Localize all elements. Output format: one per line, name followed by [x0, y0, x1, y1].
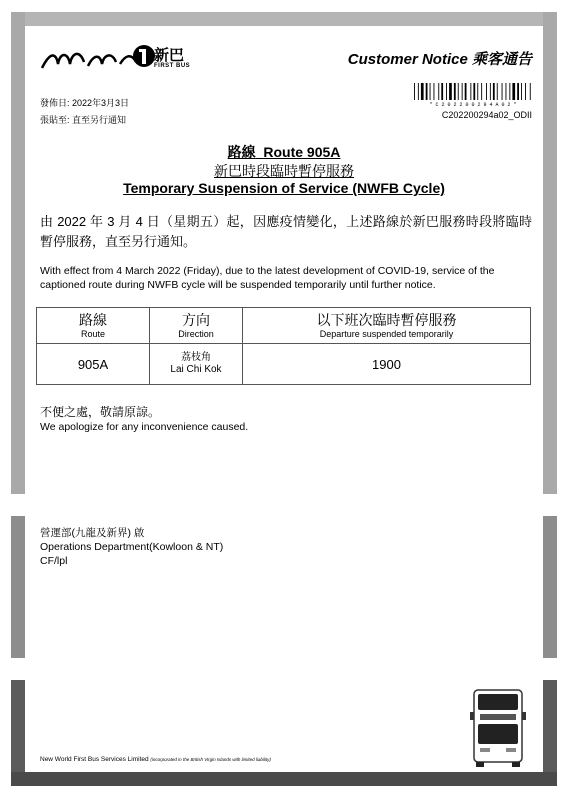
- frame-bar-left-mid: [11, 516, 25, 658]
- barcode-bar: [502, 83, 503, 100]
- barcode-bar: [473, 83, 475, 100]
- barcode-bar: [530, 83, 531, 100]
- barcode-bar: [446, 83, 447, 100]
- footer-company: New World First Bus Services Limited: [40, 756, 149, 763]
- suspension-title-cn: 新巴時段臨時暫停服務: [214, 163, 354, 179]
- barcode-code: C202200294a02_ODII: [441, 110, 532, 120]
- cell-direction-cn: 荔枝角: [181, 352, 211, 363]
- notice-body-cn: 由 2022 年 3 月 4 日（星期五）起，因應疫情變化，上述路線於新巴服務時段將臨時暫停服務，直至另行通知。: [40, 214, 532, 249]
- barcode-bar: [481, 83, 482, 100]
- route-title-cn: 路線: [227, 144, 256, 160]
- frame-bar-bottom: [11, 772, 557, 786]
- logo-cn-text: 新巴: [154, 47, 185, 64]
- header-departure: [243, 308, 531, 344]
- header-route: [37, 308, 150, 344]
- barcode-icon: [414, 83, 532, 107]
- suspension-title-en: Temporary Suspension of Service (NWFB Cycle): [123, 180, 445, 196]
- table-row: [37, 344, 531, 385]
- footer: [40, 756, 271, 763]
- barcode-bar: [434, 83, 435, 100]
- barcode-bar: [462, 83, 463, 100]
- signature-ref: CF/lpl: [40, 555, 68, 567]
- apology-cn: 不便之處，敬請原諒。: [40, 405, 161, 419]
- customer-notice-title: Customer Notice 乘客通告: [347, 51, 532, 68]
- cell-departure: 1900: [243, 344, 531, 385]
- barcode-bar: [441, 83, 443, 100]
- issue-date: 發佈日: 2022年3月3日: [40, 98, 130, 108]
- barcode-bar: [525, 83, 526, 100]
- barcode-bar: [497, 83, 498, 100]
- barcode-bar: [517, 83, 519, 100]
- barcode-bar: [418, 83, 419, 100]
- barcode-bar: [421, 83, 424, 100]
- cell-direction-en: Lai Chi Kok: [170, 364, 222, 375]
- barcode-bar: [470, 83, 471, 100]
- header-direction-cn: 方向: [182, 311, 210, 328]
- frame-bar-right-mid: [543, 516, 557, 658]
- header-departure-cn: 以下班次臨時暫停服務: [316, 311, 457, 328]
- signature-cn: 營運部(九龍及新界) 啟: [40, 527, 145, 539]
- header-direction-en: Direction: [178, 328, 214, 339]
- footer-note: (incorporated in the British Virgin Islands with limited liability): [150, 757, 271, 762]
- barcode-bar: [490, 83, 491, 100]
- barcode-bar: [430, 83, 431, 100]
- route-table: [36, 307, 531, 385]
- post-until: 張貼至: 直至另行通知: [40, 115, 127, 125]
- frame-bar-top: [11, 12, 557, 26]
- header-route-en: Route: [80, 328, 106, 339]
- cell-route: 905A: [37, 344, 150, 385]
- barcode-bar: [438, 83, 439, 100]
- signature-en: Operations Department(Kowloon & NT): [40, 541, 224, 553]
- frame-bar-left-top: [11, 12, 25, 494]
- barcode-bar: [509, 83, 510, 100]
- barcode-bar: [458, 83, 459, 100]
- notice-body-en: With effect from 4 March 2022 (Friday), due to the latest development of COVID-19, service of the captioned route during NWFB cycle will be suspended temporarily until further notice.: [40, 265, 495, 291]
- barcode-bar: [454, 83, 456, 100]
- apology-en: We apologize for any inconvenience caused.: [40, 421, 249, 433]
- barcode-bar: [414, 83, 415, 100]
- barcode-bar: [477, 83, 478, 100]
- cell-direction: [150, 344, 243, 385]
- frame-bar-right-top: [543, 12, 557, 494]
- header-route-cn: 路線: [79, 311, 107, 328]
- route-title-en: Route 905A: [263, 144, 341, 160]
- logo-en-text: FIRST BUS: [154, 63, 191, 69]
- barcode-bar: [521, 83, 522, 100]
- barcode-bar: [465, 83, 467, 100]
- barcode-bar: [493, 83, 495, 100]
- header-direction: [150, 308, 243, 344]
- barcode-bar: [512, 83, 515, 100]
- double-decker-bus-icon: [468, 688, 528, 768]
- barcode-caption: * C 2 0 2 2 0 0 2 9 4 A 0 2 *: [429, 102, 517, 107]
- barcode-bar: [506, 83, 507, 100]
- route-title: [0, 142, 568, 162]
- frame-bar-right-bottom: [543, 680, 557, 786]
- table-header-row: [37, 308, 531, 344]
- barcode-bar: [486, 83, 487, 100]
- barcode-bar: [426, 83, 428, 100]
- frame-bar-left-bottom: [11, 680, 25, 786]
- header-departure-en: Departure suspended temporarily: [319, 328, 454, 339]
- barcode-bar: [449, 83, 452, 100]
